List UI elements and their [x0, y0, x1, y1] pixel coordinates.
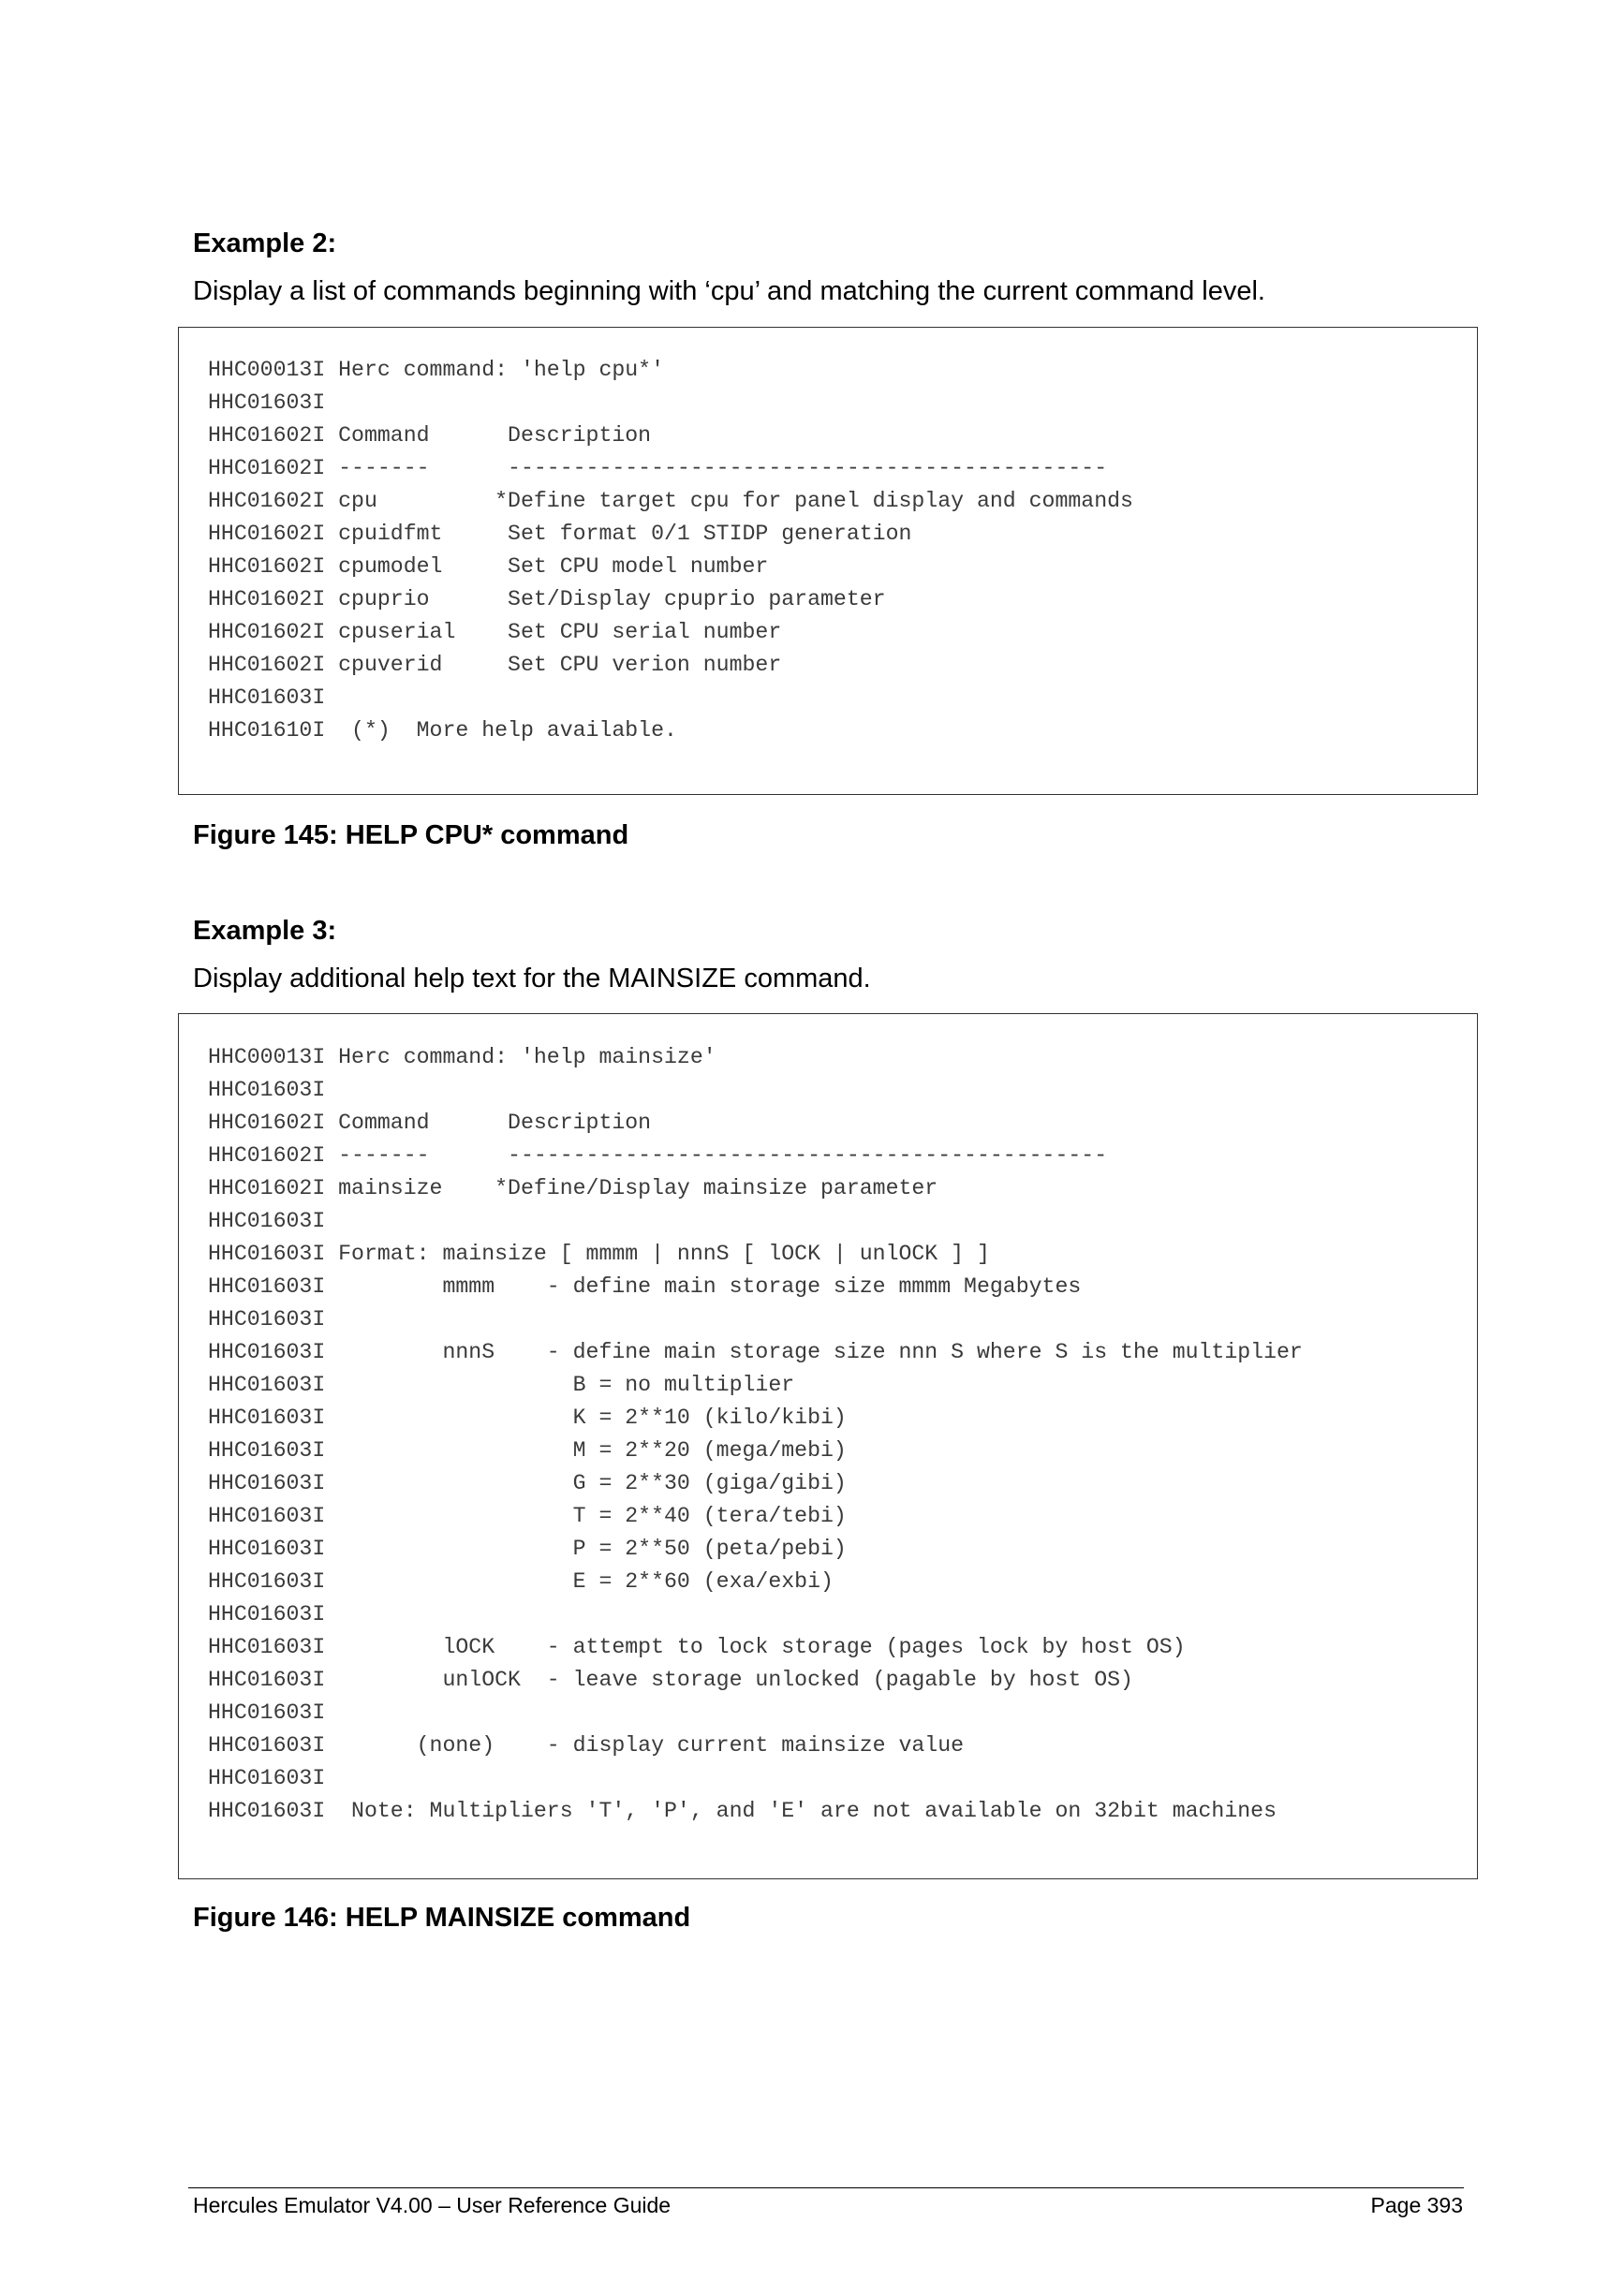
- code-line: HHC01603I (none) - display current mainsize value: [208, 1733, 965, 1758]
- code-line: HHC01603I: [208, 685, 326, 710]
- example-3-heading: Example 3:: [193, 916, 337, 946]
- code-line: HHC01602I cpuverid Set CPU verion number: [208, 653, 782, 677]
- code-line: HHC01603I T = 2**40 (tera/tebi): [208, 1504, 847, 1528]
- code-line: HHC01603I Note: Multipliers 'T', 'P', and 'E' are not available on 32bit machines: [208, 1799, 1277, 1823]
- code-line: HHC00013I Herc command: 'help mainsize': [208, 1045, 716, 1069]
- code-line: HHC01603I lOCK - attempt to lock storage (pages lock by host OS): [208, 1635, 1186, 1659]
- code-line: HHC01602I ------- ----------------------------------------------: [208, 1143, 1108, 1168]
- code-line: HHC01603I K = 2**10 (kilo/kibi): [208, 1406, 847, 1430]
- code-line: HHC01603I: [208, 1602, 326, 1626]
- code-line: HHC01602I Command Description: [208, 1111, 652, 1135]
- code-line: HHC01603I Format: mainsize [ mmmm | nnnS [ lOCK | unlOCK ] ]: [208, 1242, 990, 1266]
- code-line: HHC01602I mainsize *Define/Display mainsize parameter: [208, 1176, 938, 1200]
- example-2-description: Display a list of commands beginning with ‘cpu’ and matching the current command level.: [193, 276, 1265, 306]
- code-line: HHC01603I E = 2**60 (exa/exbi): [208, 1569, 834, 1594]
- code-line: HHC01603I G = 2**30 (giga/gibi): [208, 1471, 847, 1495]
- code-line: HHC01603I B = no multiplier: [208, 1373, 795, 1397]
- code-line: HHC01603I mmmm - define main storage size mmmm Megabytes: [208, 1274, 1082, 1299]
- figure-145-caption: Figure 145: HELP CPU* command: [193, 820, 629, 850]
- code-line: HHC01603I nnnS - define main storage size nnn S where S is the multiplier: [208, 1340, 1303, 1364]
- code-line: HHC01603I: [208, 1700, 326, 1725]
- footer-document-title: Hercules Emulator V4.00 – User Reference Guide: [193, 2193, 672, 2217]
- code-line: HHC01602I cpuidfmt Set format 0/1 STIDP generation: [208, 522, 912, 546]
- code-block-help-cpu: [178, 327, 1478, 795]
- code-line: HHC01603I: [208, 1307, 326, 1332]
- code-line: HHC01602I cpu *Define target cpu for panel display and commands: [208, 489, 1133, 513]
- code-block-help-mainsize: [178, 1013, 1478, 1879]
- code-line: HHC01602I ------- ----------------------------------------------: [208, 456, 1108, 480]
- code-line: HHC01602I cpuprio Set/Display cpuprio parameter: [208, 587, 886, 611]
- code-line: HHC01603I: [208, 1766, 326, 1790]
- footer-page-number: Page 393: [1370, 2193, 1463, 2217]
- code-line: HHC01602I Command Description: [208, 423, 652, 448]
- example-2-heading: Example 2:: [193, 228, 337, 258]
- figure-146-caption: Figure 146: HELP MAINSIZE command: [193, 1903, 691, 1933]
- code-line: HHC01603I: [208, 1078, 326, 1102]
- code-line: HHC01603I: [208, 390, 326, 415]
- example-3-description: Display additional help text for the MAINSIZE command.: [193, 964, 871, 993]
- code-line: HHC01610I (*) More help available.: [208, 718, 677, 743]
- code-line: HHC01603I P = 2**50 (peta/pebi): [208, 1537, 847, 1561]
- code-text: [179, 1041, 1477, 1828]
- code-line: HHC01602I cpuserial Set CPU serial number: [208, 620, 782, 644]
- code-line: HHC00013I Herc command: 'help cpu*': [208, 358, 665, 382]
- code-line: HHC01602I cpumodel Set CPU model number: [208, 554, 769, 579]
- code-line: HHC01603I unlOCK - leave storage unlocked (pagable by host OS): [208, 1668, 1133, 1692]
- footer-divider: [188, 2187, 1464, 2188]
- code-text: [179, 354, 1477, 747]
- code-line: HHC01603I: [208, 1209, 326, 1233]
- code-line: HHC01603I M = 2**20 (mega/mebi): [208, 1438, 847, 1463]
